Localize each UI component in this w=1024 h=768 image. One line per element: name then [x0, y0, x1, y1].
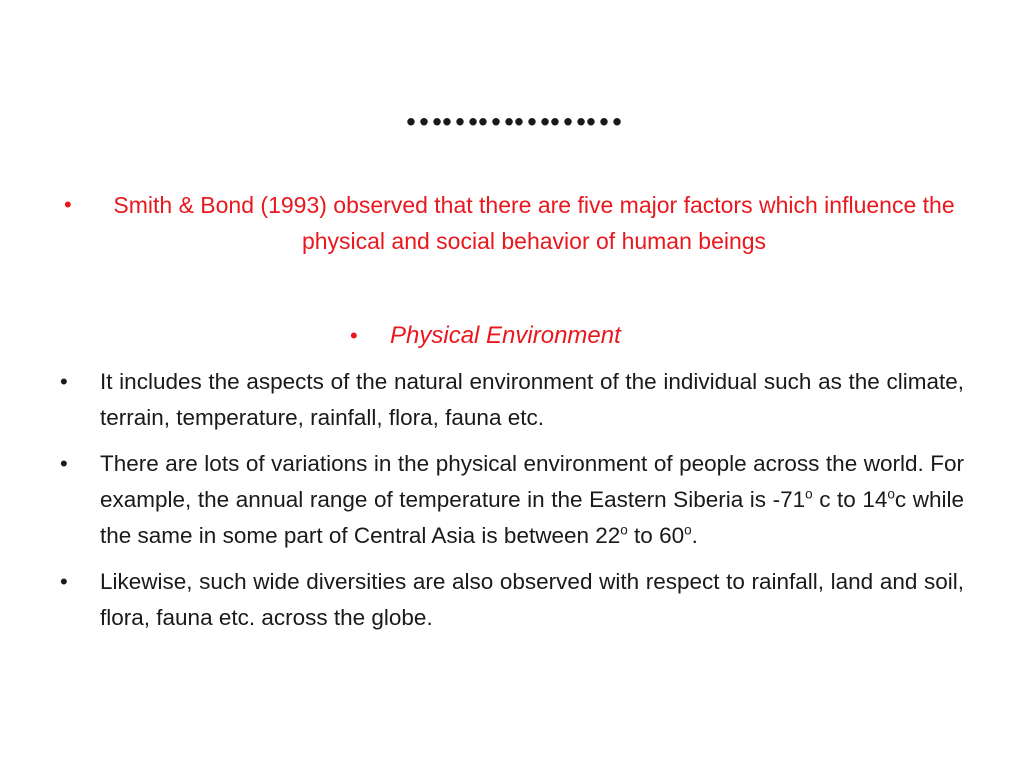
list-item-text: It includes the aspects of the natural environment of the individual such as the climate, terrain, temperature, rainfall, flora, fauna etc.	[100, 369, 964, 430]
slide-title: ………………	[404, 88, 620, 135]
text-segment: There are lots of variations in the physical environment of people across the world. For example, the annual range of temperature in the Eastern Siberia is -71	[100, 451, 964, 512]
section-heading-item	[350, 318, 690, 354]
bullet-icon: •	[60, 369, 68, 394]
list-item	[60, 564, 964, 636]
list-item-text	[100, 446, 964, 554]
intro-bullet-item	[64, 187, 960, 259]
bullet-icon: •	[60, 569, 68, 594]
degree-superscript: o	[684, 522, 692, 538]
bullet-icon: •	[350, 323, 358, 348]
bullet-icon: •	[60, 451, 68, 476]
list-item	[60, 446, 964, 554]
text-segment: c to 14	[812, 487, 888, 512]
list-item	[60, 364, 964, 436]
degree-superscript: o	[620, 522, 628, 538]
section-heading: Physical Environment	[390, 322, 621, 349]
list-item-text: Likewise, such wide diversities are also observed with respect to rainfall, land and soil, flora, fauna etc. across the globe.	[100, 569, 964, 630]
text-segment: to 60	[627, 523, 685, 548]
degree-superscript: o	[887, 486, 895, 502]
body-bullet-list	[60, 364, 964, 646]
bullet-icon: •	[64, 192, 72, 217]
text-segment: .	[691, 523, 698, 548]
intro-text: Smith & Bond (1993) observed that there are five major factors which influence the physical and social behavior of human beings	[113, 192, 955, 254]
degree-superscript: o	[805, 486, 813, 502]
text-segment: c while the same in some part of Central Asia is between 22	[100, 487, 964, 548]
